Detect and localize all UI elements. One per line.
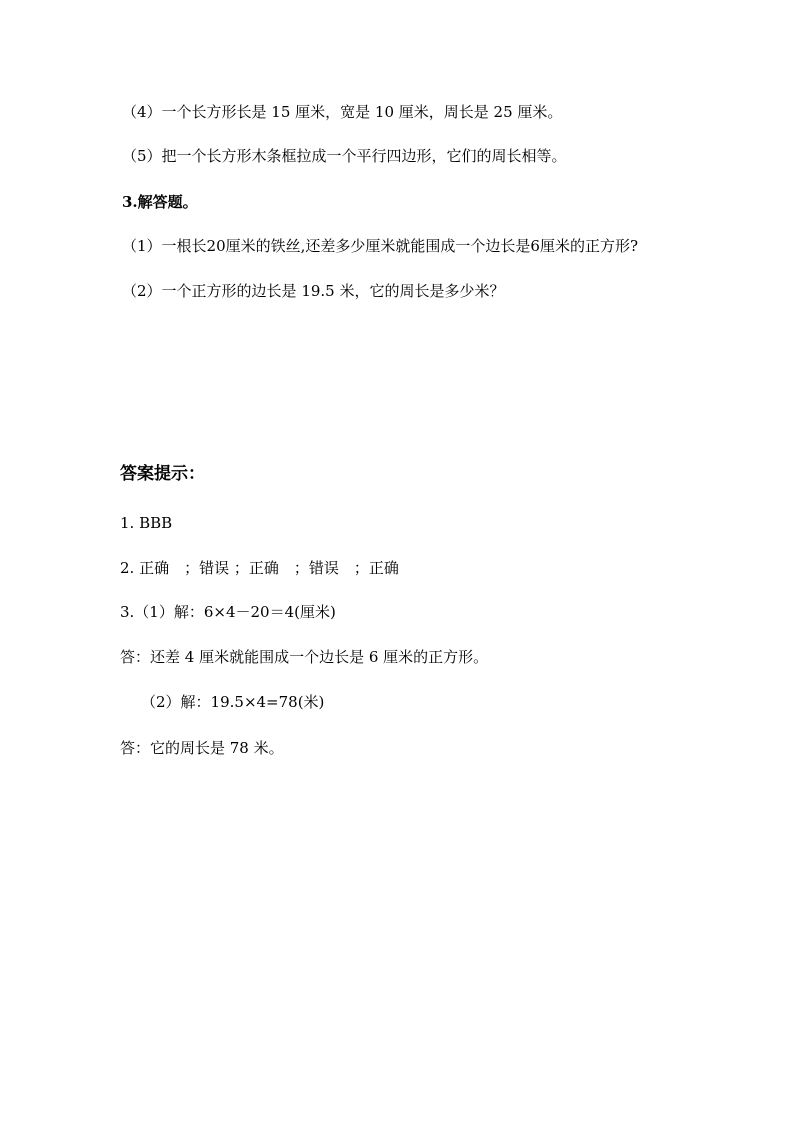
answer-3-2-solution: （2）解：19.5×4=78(米)	[141, 693, 325, 711]
answers-title: 答案提示：	[120, 464, 205, 484]
answer-2: 2. 正确 ；错误 ；正确 ；错误 ；正确	[120, 559, 399, 577]
question-3-2: （2）一个正方形的边长是 19.5 米，它的周长是多少米？	[122, 282, 505, 300]
section-3-title: 3.解答题。	[122, 193, 198, 211]
answer-1: 1. BBB	[120, 514, 173, 532]
answer-3-2-answer: 答：它的周长是 78 米。	[120, 739, 284, 757]
answer-3-1-answer: 答：还差 4 厘米就能围成一个边长是 6 厘米的正方形。	[120, 648, 489, 666]
question-2-4: （4）一个长方形长是 15 厘米，宽是 10 厘米，周长是 25 厘米。	[122, 103, 563, 121]
question-3-1: （1）一根长20厘米的铁丝,还差多少厘米就能围成一个边长是6厘米的正方形?	[122, 237, 638, 255]
answer-3-1-solution: 3.（1）解：6×4－20＝4(厘米)	[120, 603, 336, 621]
question-2-5: （5）把一个长方形木条框拉成一个平行四边形，它们的周长相等。	[122, 147, 567, 165]
